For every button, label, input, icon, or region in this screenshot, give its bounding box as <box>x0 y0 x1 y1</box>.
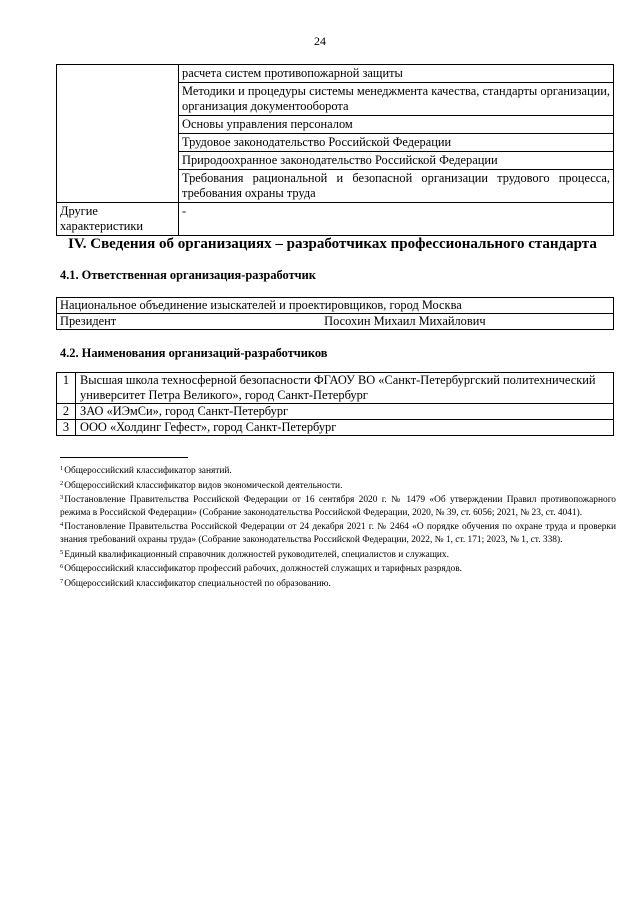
table-row <box>57 404 614 420</box>
footnote-mark: 2 <box>60 479 64 487</box>
table-row <box>57 373 614 404</box>
page-number: 24 <box>314 34 326 48</box>
president-name: Посохин Михаил Михайлович <box>324 314 486 328</box>
empty-label-cell <box>57 65 179 203</box>
footnote-text: Единый квалификационный справочник должностей руководителей, специалистов и служащих. <box>64 549 449 560</box>
footnote <box>60 478 616 493</box>
other-characteristics-label: Другие характеристики <box>57 203 179 236</box>
footnote <box>60 492 616 519</box>
footnote <box>60 547 616 562</box>
footnote <box>60 519 616 546</box>
footnote-divider <box>60 457 188 458</box>
developer-number: 2 <box>57 404 76 420</box>
footnote-mark: 1 <box>60 465 64 472</box>
other-characteristics-value: - <box>179 203 614 236</box>
developers-table <box>56 372 614 436</box>
section-title: IV. Сведения об организациях – разработчиках профессионального стандарта <box>68 236 597 252</box>
developer-name: ООО «Холдинг Гефест», город Санкт-Петербург <box>76 420 614 436</box>
footnote-text: Постановление Правительства Российской Федерации от 24 декабря 2021 г. № 2464 «О порядке обучения по охране труда и проверки знания требований охраны труда» (Собрание законодательства Российской Федерации, 2022, № 1, ст. 171; 2023, № 1, ст. 338). <box>60 522 616 545</box>
footnote-text: Общероссийский классификатор видов экономической деятельности. <box>64 480 343 491</box>
table-cell: Основы управления персоналом <box>179 116 614 134</box>
table-row <box>57 298 614 314</box>
table-cell: Методики и процедуры системы менеджмента качества, стандарты организации, организация документооборота <box>179 83 614 116</box>
footnote-text: Общероссийский классификатор занятий. <box>64 466 232 476</box>
responsible-org-table <box>56 297 614 330</box>
footnote-mark: 6 <box>60 563 64 571</box>
developer-number: 1 <box>57 373 76 404</box>
responsible-org-name: Национальное объединение изыскателей и проектировщиков, город Москва <box>57 298 614 314</box>
developer-name: Высшая школа техносферной безопасности ФГАОУ ВО «Санкт-Петербургский политехнический университет Петра Великого», город Санкт-Петербург <box>76 373 614 404</box>
footnote <box>60 561 616 576</box>
table-row <box>57 314 614 330</box>
subsection-title-responsible: 4.1. Ответственная организация-разработчик <box>60 268 316 282</box>
developer-number: 3 <box>57 420 76 436</box>
table-cell: Природоохранное законодательство Российской Федерации <box>179 152 614 170</box>
president-label: Президент <box>60 314 117 328</box>
footnote-mark: 5 <box>60 548 64 556</box>
footnote-mark: 3 <box>60 494 64 502</box>
footnotes <box>60 463 616 590</box>
table-row <box>57 203 614 236</box>
developer-name: ЗАО «ИЭмСи», город Санкт-Петербург <box>76 404 614 420</box>
knowledge-table <box>56 64 614 236</box>
table-row <box>57 420 614 436</box>
president-row <box>57 314 614 330</box>
subsection-title-developers: 4.2. Наименования организаций-разработчиков <box>60 346 328 360</box>
table-row <box>57 65 614 83</box>
footnote-text: Постановление Правительства Российской Федерации от 16 сентября 2020 г. № 1479 «Об утверждении Правил противопожарного режима в Российской Федерации» (Собрание законодательства Российской Федерации, 2020, № 39, ст. 6056; 2021, № 23, ст. 4041). <box>60 495 616 518</box>
footnote <box>60 463 616 478</box>
footnote-text: Общероссийский классификатор профессий рабочих, должностей служащих и тарифных разрядов. <box>64 564 462 575</box>
table-cell: Трудовое законодательство Российской Федерации <box>179 134 614 152</box>
table-cell: расчета систем противопожарной защиты <box>179 65 614 83</box>
footnote-mark: 4 <box>60 521 64 529</box>
footnote-text: Общероссийский классификатор специальностей по образованию. <box>64 578 331 589</box>
table-cell: Требования рациональной и безопасной организации трудового процесса, требования охраны труда <box>179 170 614 203</box>
footnote <box>60 576 616 591</box>
footnote-mark: 7 <box>60 577 64 585</box>
